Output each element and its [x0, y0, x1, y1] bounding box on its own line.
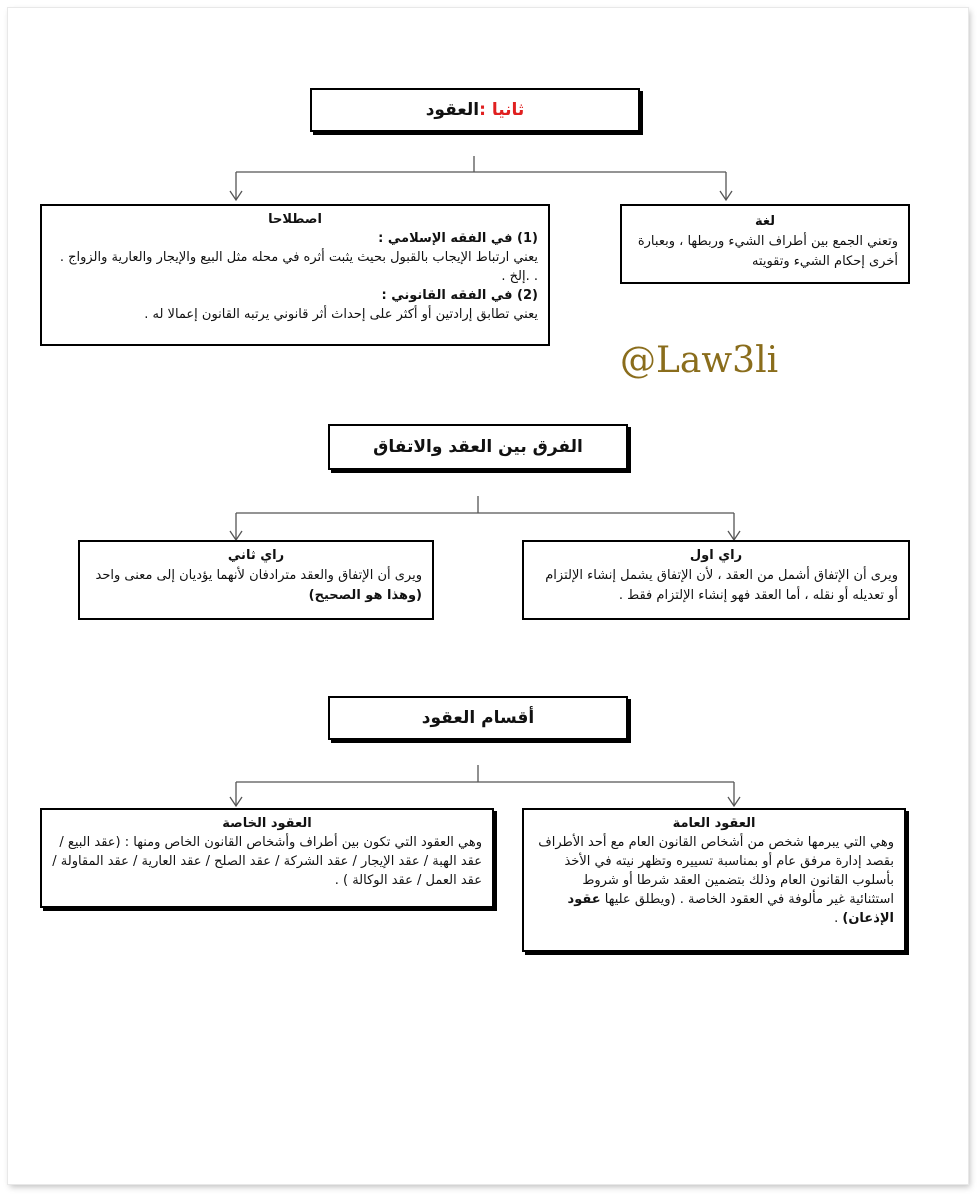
first-opinion-box [522, 540, 910, 620]
language-title: لغة [754, 214, 776, 229]
public-contracts-title: العقود العامة [672, 816, 756, 831]
public-contracts-box [522, 808, 906, 952]
first-opinion-title: راي اول [689, 548, 743, 563]
legal-fiqh-text: يعني تطابق إرادتين أو أكثر على إحداث أثر قانوني يرتبه القانون إعمالا له . [144, 307, 538, 322]
private-contracts-title: العقود الخاصة [222, 816, 312, 831]
first-opinion-text: ويرى أن الإتفاق أشمل من العقد ، لأن الإتفاق يشمل إنشاء الإلتزام أو تعديله أو نقله ، أما العقد فهو إنشاء الإلتزام فقط . [545, 568, 898, 603]
second-opinion-text: ويرى أن الإتفاق والعقد مترادفان لأنهما يؤديان إلى معنى واحد [95, 568, 422, 583]
islamic-fiqh-text: يعني ارتباط الإيجاب بالقبول بحيث يثبت أثره في محله مثل البيع والإيجار والعارية والزواج . . .إلخ . [59, 250, 538, 284]
second-opinion-box [78, 540, 434, 620]
islamic-fiqh-heading: (1) في الفقه الإسلامي : [378, 231, 538, 246]
private-contracts-box [40, 808, 494, 908]
terminology-title: اصطلاحا [268, 212, 322, 227]
public-contracts-paragraph [534, 833, 894, 928]
public-contracts-term: عقود الإذعان) [567, 892, 894, 926]
watermark-handle: @Law3li [620, 340, 779, 381]
second-opinion-title: راي ثاني [227, 548, 285, 563]
legal-fiqh-heading: (2) في الفقه القانوني : [381, 288, 538, 303]
private-contracts-text: وهي العقود التي تكون بين أطراف وأشخاص القانون الخاص ومنها : (عقد البيع / عقد الهبة / عقد الإيجار / عقد الشركة / عقد الصلح / عقد العارية / عقد المقاولة / عقد العمل / عقد الوكالة ) . [52, 835, 482, 888]
difference-title: الفرق بين العقد والاتفاق [373, 437, 583, 457]
language-text: وتعني الجمع بين أطراف الشيء وربطها ، وبعبارة أخرى إحكام الشيء وتقويته [637, 234, 898, 269]
main-title-box [310, 88, 640, 132]
language-definition-box [620, 204, 910, 284]
divisions-title: أقسام العقود [421, 708, 535, 728]
terminology-definition-box [40, 204, 550, 346]
divisions-title-box [328, 696, 628, 740]
difference-title-box [328, 424, 628, 470]
public-contracts-text: وهي التي يبرمها شخص من أشخاص القانون العام مع أحد الأطراف بقصد إدارة مرفق عام أو بمناسبة تسييره وتظهر نيته في الأخذ بأسلوب القانون العام وذلك بتضمين العقد شرطا أو شروط استثنائية غير مألوفة في العقود الخاصة . (ويطلق عليها [538, 835, 894, 907]
public-contracts-end: . [834, 911, 839, 926]
second-opinion-note: (وهذا هو الصحيح) [308, 588, 422, 603]
main-title-prefix: ثانيا : [479, 100, 525, 120]
main-title: العقود [425, 100, 480, 120]
